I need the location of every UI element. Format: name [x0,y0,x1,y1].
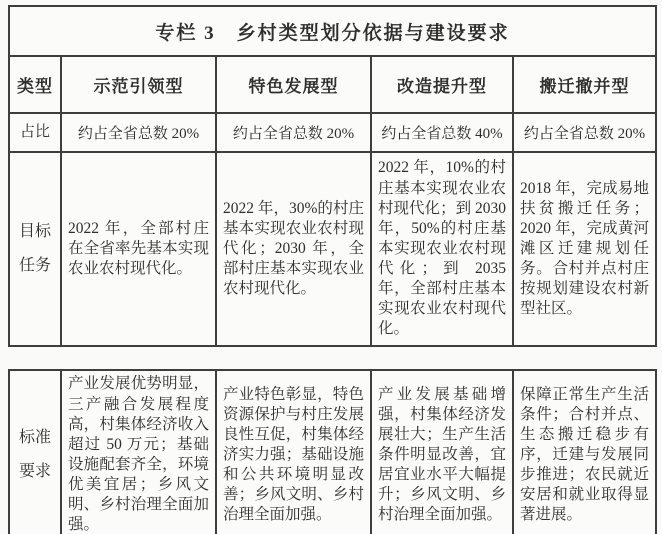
standard-requirement-cell: 产业发展基础增强，村集体经济发展壮大；生产生活条件明显改善，宜居宜业水平大幅提升；乡风文明、乡村治理全面加强。 [371,370,513,534]
proportion-cell: 约占全省总数 20% [513,113,656,152]
proportion-cell: 约占全省总数 20% [61,113,216,152]
table-title: 专栏 3 乡村类型划分依据与建设要求 [9,6,656,56]
rural-type-table [8,5,657,347]
row-label-target-task: 目标任务 [9,152,61,346]
row-label-standard-requirements: 标准要求 [9,370,61,534]
header-cell-demonstration-leading: 示范引领型 [61,56,216,113]
standard-requirements-table [8,369,657,534]
header-cell-type: 类型 [9,56,61,113]
row-label-proportion: 占比 [9,113,61,152]
header-cell-relocation-merger: 搬迁撤并型 [513,56,656,113]
proportion-cell: 约占全省总数 40% [371,113,513,152]
standard-requirements-row [9,370,656,534]
proportion-cell: 约占全省总数 20% [216,113,371,152]
header-row [9,56,656,113]
standard-requirement-cell: 产业发展优势明显，三产融合发展程度高，村集体经济收入超过 50 万元；基础设施配套齐全，环境优美宜居；乡风文明、乡村治理全面加强。 [61,370,216,534]
target-task-cell: 2022 年，30%的村庄基本实现农业农村现代化；2030 年，全部村庄基本实现农业农村现代化。 [216,152,371,346]
target-task-cell: 2018 年，完成易地扶贫搬迁任务；2020 年，完成黄河滩区迁建规划任务。合村并点村庄按规划建设农村新型社区。 [513,152,656,346]
header-cell-characteristic-development: 特色发展型 [216,56,371,113]
proportion-row [9,113,656,152]
title-row [9,6,656,56]
standard-requirement-cell: 产业特色彰显，特色资源保护与村庄发展良性互促，村集体经济实力强；基础设施和公共环境明显改善；乡风文明、乡村治理全面加强。 [216,370,371,534]
target-task-cell: 2022 年，10%的村庄基本实现农业农村现代化；到 2030 年，50%的村庄基本实现农业农村现代化；到 2035 年，全部村庄基本实现农业农村现代化。 [371,152,513,346]
target-task-cell: 2022 年，全部村庄在全省率先基本实现农业农村现代化。 [61,152,216,346]
target-task-row [9,152,656,346]
standard-requirement-cell: 保障正常生产生活条件；合村并点、生态搬迁稳步有序，迁建与发展同步推进；农民就近安居和就业取得显著进展。 [513,370,656,534]
header-cell-renovation-upgrade: 改造提升型 [371,56,513,113]
